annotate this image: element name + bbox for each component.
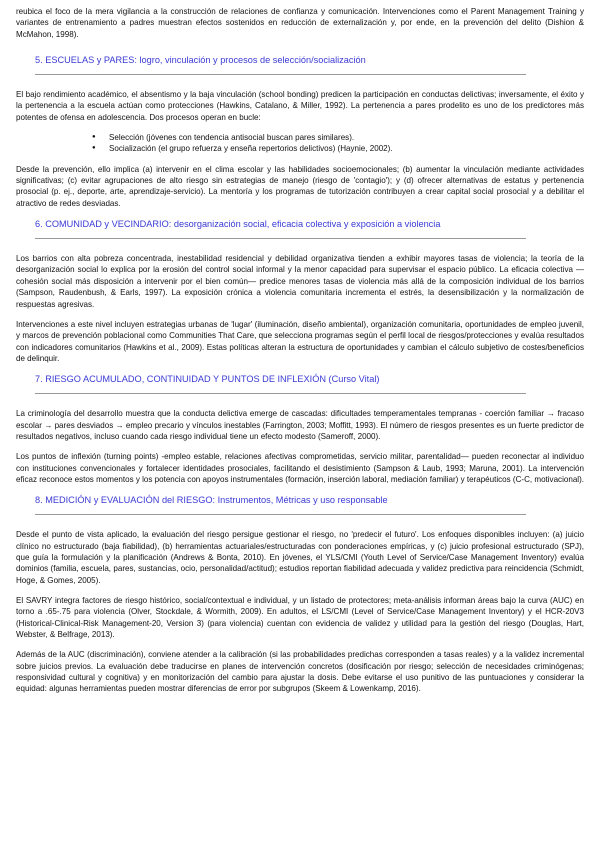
section-5-paragraph-2: Desde la prevención, ello implica (a) intervenir en el clima escolar y las habilidades socioemocionales; (b) aumentar la vinculación mediante actividades significativas; (c) evitar agrupaciones de alto riesgo sin estrategias de manejo (riesgo de 'contagio'); y (d) ofrecer alternativas de estatus y pertenencia prosocial (p. ej., deporte, arte, aprendizaje-servicio). La mentoría y los programas de tutorización contribuyen a crear capital social prosocial y a debilitar el atractivo de redes desviadas. — [16, 164, 584, 208]
section-5-paragraph-1: El bajo rendimiento académico, el absentismo y la baja vinculación (school bonding) predicen la participación en conductas delictivas; inversamente, el éxito y la pertenencia a la escuela actúan como protecciones (Hawkins, Catalano, & Miller, 1992). La pertenencia a pares prodelito es uno de los predictores más potentes de ofensa en adolescencia. Dos procesos operan en bucle: — [16, 90, 584, 122]
section-7-heading: 7. RIESGO ACUMULADO, CONTINUIDAD Y PUNTOS DE INFLEXIÓN (Curso Vital) — [35, 374, 380, 385]
section-8-paragraph-2: El SAVRY integra factores de riesgo histórico, social/contextual e individual, y un listado de protectores; meta-análisis informan áreas bajo la curva (AUC) en torno a .65-.75 para violencia (Olver, Stockdale, & Wormith, 2009). En adultos, el LS/CMI (Level of Service/Case Management Inventory) y el HCR-20V3 (Historical-Clinical-Risk Management-20, Version 3) (para violencia) cuentan con evidencia de validez y utilidad para la gestión del riesgo (Douglas, Hart, Webster, & Belfrage, 2013). — [16, 596, 584, 640]
section-6-paragraph-1: Los barrios con alta pobreza concentrada, inestabilidad residencial y debilidad organizativa tienden a exhibir mayores tasas de violencia; la teoría de la desorganización social lo explica por la erosión del control social informal y la menor capacidad para supervisar el espacio público. La eficacia colectiva —cohesión social más disposición a intervenir por el bien común— predice menores tasas de violencia más allá de la composición individual de los barrios (Sampson, Raudenbush, & Earls, 1997). La exposición crónica a violencia comunitaria incrementa el estrés, la desensibilización y la normalización de respuestas agresivas. — [16, 254, 584, 309]
section-6-paragraph-2: Intervenciones a este nivel incluyen estrategias urbanas de 'lugar' (iluminación, diseño ambiental), organización comunitaria, oportunidades de empleo juvenil, y marcos de prevención poblacional como Communities That Care, que selecciona programas según el perfil local de riesgos/protecciones y evalúa resultados con indicadores comunitarios (Hawkins et al., 2009). Estas políticas alteran la estructura de oportunidades y cambian el cálculo subjetivo de costes/beneficios de delinquir. — [16, 319, 584, 363]
section-8-heading: 8. MEDICIÓN y EVALUACIÓN del RIESGO: Instrumentos, Métricas y uso responsable — [35, 495, 388, 506]
intro-paragraph: reubica el foco de la mera vigilancia a la construcción de relaciones de confianza y comunicación. Intervenciones como el Parent Management Training y variantes de entrenamiento a padres muestran efectos sostenidos en reducción de externalización y, por ende, en la prevención del delito (Dishion & McMahon, 1998). — [16, 7, 584, 39]
section-5-bullet-list — [16, 132, 584, 155]
section-7-paragraph-1: La criminología del desarrollo muestra que la conducta delictiva emerge de cascadas: dificultades temperamentales tempranas - coerción familiar → fracaso escolar → pares desviados → empleo precario y vínculos inestables (Farrington, 2003; Moffitt, 1993). El número de riesgos presentes es un fuerte predictor de resultados negativos, incluso cuando cada riesgo individual tiene un efecto modesto (Sameroff, 2000). — [16, 409, 584, 441]
list-item: ● Selección (jóvenes con tendencia antisocial buscan pares similares). — [109, 132, 584, 143]
list-item: ● Socialización (el grupo refuerza y enseña repertorios delictivos) (Haynie, 2002). — [109, 143, 584, 154]
section-5-heading: 5. ESCUELAS y PARES: logro, vinculación y procesos de selección/socialización — [35, 55, 366, 66]
section-7-paragraph-2: Los puntos de inflexión (turning points) -empleo estable, relaciones afectivas comprometidas, servicio militar, parentalidad— pueden reconectar al individuo con instituciones convencionales y fortalecer identidades prosociales, facilitando el desistimiento (Sampson & Laub, 1993; Maruna, 2001). La intervención eficaz reconoce estos momentos y los potencia con apoyos instrumentales (formación, inserción laboral, mediación familiar) y terapéuticos (C-C, motivacional). — [16, 452, 585, 484]
section-6-heading: 6. COMUNIDAD y VECINDARIO: desorganización social, eficacia colectiva y exposición a violencia — [35, 219, 441, 230]
document-page — [16, 6, 584, 695]
section-8-paragraph-3: Además de la AUC (discriminación), conviene atender a la calibración (si las probabilidades predichas corresponden a tasas reales) y a la validez incremental sobre juicios previos. La evaluación debe traducirse en planes de intervención concretos (dosificación por riesgo; selección de necesidades criminógenas; responsividad cultural y cognitiva) y en monitorización del cambio para ajustar la dosis. Debe evitarse el uso punitivo de las puntuaciones y considerar la equidad: algunas herramientas pueden mostrar diferencias de error por subgrupos (Skeem & Lowenkamp, 2016). — [16, 650, 584, 694]
section-8-paragraph-1: Desde el punto de vista aplicado, la evaluación del riesgo persigue gestionar el riesgo, no 'predecir el futuro'. Los enfoques disponibles incluyen: (a) juicio clínico no estructurado (baja fiabilidad), (b) herramientas actuariales/estructuradas con ponderaciones empíricas, y (c) juicio profesional estructurado (SPJ), que guía la formulación y la planificación (Andrews & Bonta, 2010). En jóvenes, el YLS/CMI (Youth Level of Service/Case Management Inventory) evalúa dominios (familia, escuela, pares, sustancias, ocio, personalidad/actitud); estudios reportan fiabilidad adecuada y validez predictiva para reincidencia (Schmidt, Hoge, & Gomes, 2005). — [16, 530, 584, 585]
